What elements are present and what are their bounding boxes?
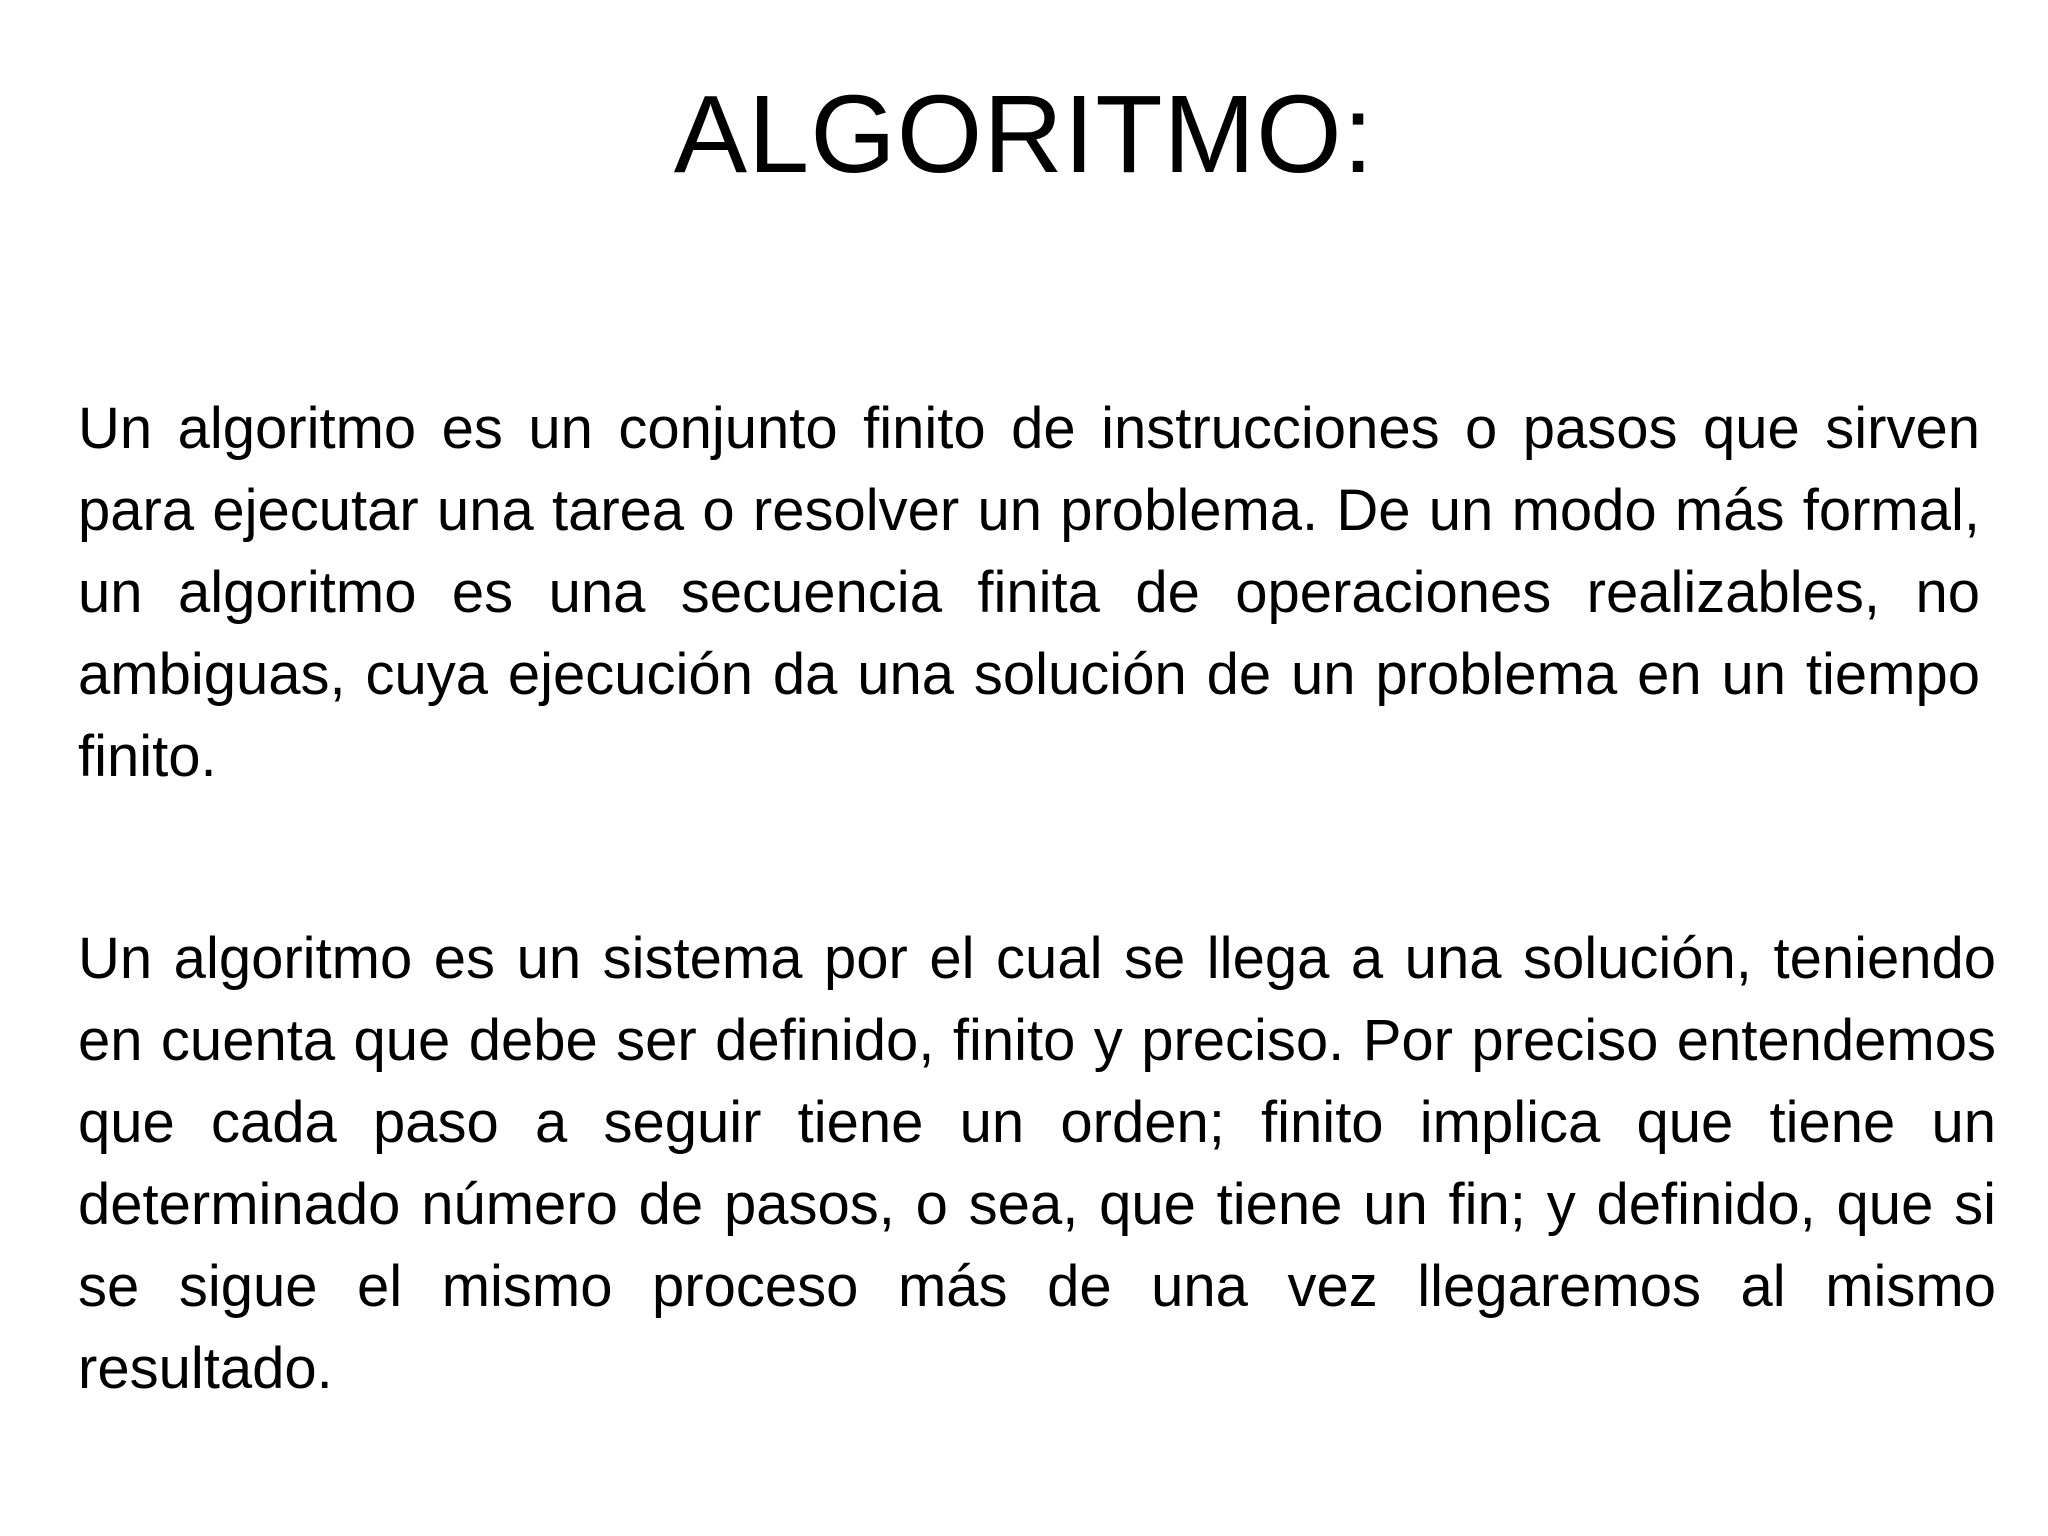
paragraph-properties: Un algoritmo es un sistema por el cual se llega a una solución, teniendo en cuenta que debe ser definido, finito y preciso. Por preciso entendemos que cada paso a seguir tiene un orden; finito implica que tiene un determinado número de pasos, o sea, que tiene un fin; y definido, que si se sigue el mismo proceso más de una vez llegaremos al mismo resultado. [78,926,1996,1401]
slide-title: ALGORITMO: [673,73,1375,196]
paragraph-definition: Un algoritmo es un conjunto finito de instrucciones o pasos que sirven para ejecutar una tarea o resolver un problema. De un modo más formal, un algoritmo es una secuencia finita de operaciones realizables, no ambiguas, cuya ejecución da una solución de un problema en un tiempo finito. [78,396,1980,789]
